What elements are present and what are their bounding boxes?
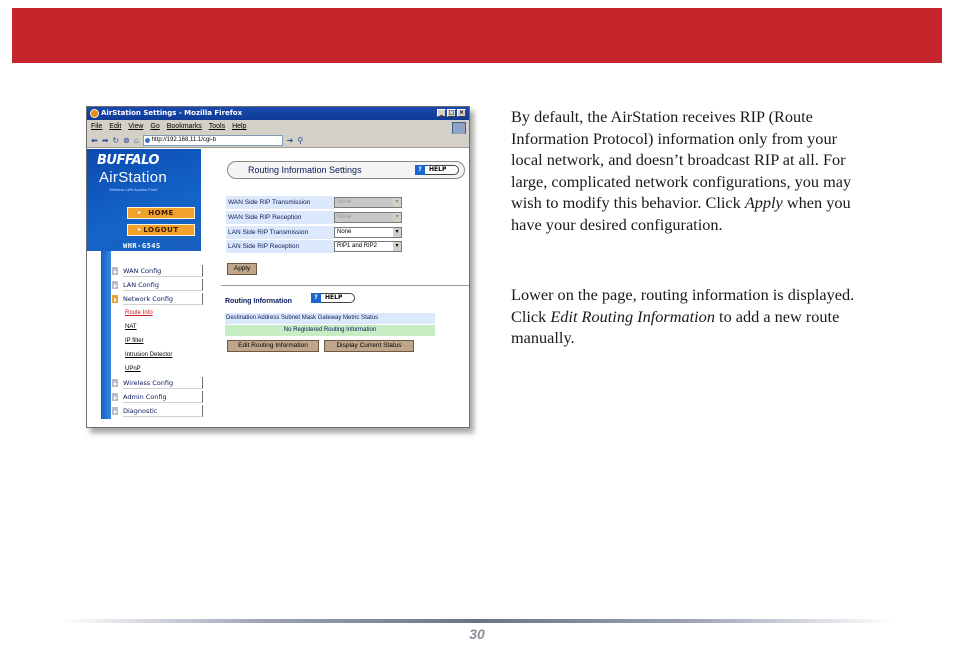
arrow-icon xyxy=(111,266,119,276)
search-icon[interactable]: ⚲ xyxy=(297,136,304,145)
field-label: WAN Side RIP Transmission xyxy=(226,196,334,209)
subnav-ip-filter[interactable]: IP filter xyxy=(125,338,144,344)
routing-info-title: Routing Information xyxy=(225,298,292,305)
help-icon: ? xyxy=(311,293,321,303)
firefox-icon xyxy=(90,109,99,118)
field-label: LAN Side RIP Reception xyxy=(226,240,334,253)
airstation-screenshot xyxy=(86,106,470,428)
arrow-icon xyxy=(111,280,119,290)
sidebar-item-label: Diagnostic xyxy=(123,405,203,417)
arrow-icon xyxy=(111,392,119,402)
paragraph-routing-info xyxy=(511,284,871,349)
field-label: WAN Side RIP Reception xyxy=(226,211,334,224)
menu-edit[interactable]: Edit xyxy=(109,123,122,130)
routing-table-empty: No Registered Routing Information xyxy=(225,325,435,336)
forward-icon[interactable]: ➡ xyxy=(101,136,109,145)
menu-help[interactable]: Help xyxy=(232,123,247,130)
close-icon[interactable]: × xyxy=(458,109,465,116)
paragraph-rip-defaults xyxy=(511,106,871,235)
sidebar-item-lan-config[interactable] xyxy=(111,279,203,291)
footer-divider xyxy=(60,619,894,623)
lan-rip-transmission-select[interactable]: None ▾ xyxy=(334,227,402,238)
help-button[interactable] xyxy=(415,165,459,175)
menu-file[interactable]: File xyxy=(91,123,103,130)
window-title: AirStation Settings - Mozilla Firefox xyxy=(101,109,243,117)
go-icon[interactable]: ➔ xyxy=(286,136,294,145)
lan-rip-reception-select[interactable]: RIP1 and RIP2 ▾ xyxy=(334,241,402,252)
menu-bookmarks[interactable]: Bookmarks xyxy=(166,123,202,130)
form-row-wan-rip-transmission xyxy=(226,196,404,209)
subnav-route-info[interactable]: Route Info xyxy=(125,310,153,316)
menu-tools[interactable]: Tools xyxy=(208,123,226,130)
display-status-button[interactable]: Display Current Status xyxy=(324,340,414,352)
sidebar-item-label: Network Config xyxy=(123,293,203,305)
para2-text-end: to add a new route manually. xyxy=(511,306,840,347)
airstation-logo: AirStation xyxy=(99,169,168,186)
apply-button[interactable]: Apply xyxy=(227,263,257,275)
subnav-upnp[interactable]: UPnP xyxy=(125,366,141,372)
subnav-nat[interactable]: NAT xyxy=(125,324,137,330)
sidebar-item-diagnostic[interactable] xyxy=(111,405,203,417)
apply-emphasis: Apply xyxy=(744,193,783,212)
browser-toolbar xyxy=(87,134,469,148)
brand-tagline: Wireless LAN Access Point xyxy=(109,187,158,192)
minimize-icon[interactable]: _ xyxy=(437,109,446,117)
arrow-icon xyxy=(111,406,119,416)
home-icon[interactable]: ⌂ xyxy=(133,136,139,145)
menu-view[interactable]: View xyxy=(128,123,144,130)
buffalo-logo: BUFFALO xyxy=(97,153,159,168)
arrow-icon xyxy=(111,378,119,388)
para1-text-end: when you have your desired configuration. xyxy=(511,193,851,234)
url-bar[interactable]: http://192.168.11.1/cgi-b xyxy=(143,135,283,146)
logout-button[interactable]: ▸ LOGOUT xyxy=(127,224,195,236)
routing-help-button[interactable] xyxy=(311,293,355,303)
sidebar-item-wan-config[interactable] xyxy=(111,265,203,277)
sidebar-item-admin-config[interactable] xyxy=(111,391,203,403)
router-page xyxy=(87,149,469,428)
sidebar-item-label: Admin Config xyxy=(123,391,203,403)
form-row-lan-rip-reception xyxy=(226,240,404,253)
sidebar-item-label: WAN Config xyxy=(123,265,203,277)
para1-text: By default, the AirStation receives RIP (Route Information Protocol) information only from your local network, and doesn’t broadcast RIP at all. For large, complicated network configurations, you may wish to modify this behavior. Click xyxy=(511,107,852,212)
divider xyxy=(221,285,470,286)
subnav-intrusion-detector[interactable]: Intrusion Detector xyxy=(125,352,173,358)
router-main xyxy=(209,149,470,428)
reload-icon[interactable]: ↻ xyxy=(112,136,120,145)
help-label: HELP xyxy=(425,165,459,175)
edit-routing-emphasis: Edit Routing Information xyxy=(550,306,715,326)
sidebar-item-label: Wireless Config xyxy=(123,377,203,389)
browser-menu-bar xyxy=(87,120,469,134)
field-label: LAN Side RIP Transmission xyxy=(226,226,334,239)
sidebar-item-network-config[interactable] xyxy=(111,293,203,305)
menu-go[interactable]: Go xyxy=(150,123,160,130)
help-icon: ? xyxy=(415,165,425,175)
header-bar xyxy=(12,8,942,63)
model-name: WHR-G54S xyxy=(123,242,161,250)
brand-panel xyxy=(87,149,201,251)
browser-title-bar xyxy=(87,107,469,120)
help-label: HELP xyxy=(321,293,355,303)
router-sidebar xyxy=(87,149,201,428)
stop-icon[interactable]: ⊗ xyxy=(123,136,130,145)
sidebar-item-label: LAN Config xyxy=(123,279,203,291)
form-row-wan-rip-reception xyxy=(226,211,404,224)
sidebar-item-wireless-config[interactable] xyxy=(111,377,203,389)
wan-rip-transmission-select: None ▾ xyxy=(334,197,402,208)
routing-table-header: Destination Address Subnet Mask Gateway Metric Status xyxy=(225,313,435,324)
wan-rip-reception-select: None ▾ xyxy=(334,212,402,223)
back-icon[interactable]: ⬅ xyxy=(91,136,98,145)
page-number: 30 xyxy=(469,626,485,642)
sidebar-strip xyxy=(101,251,111,419)
section-title-text: Routing Information Settings xyxy=(248,165,362,175)
para2-text: Lower on the page, routing information is displayed. Click xyxy=(511,285,855,326)
arrow-icon xyxy=(111,294,119,304)
form-row-lan-rip-transmission xyxy=(226,226,404,239)
maximize-icon[interactable]: □ xyxy=(448,109,455,116)
edit-routing-button[interactable]: Edit Routing Information xyxy=(227,340,319,352)
home-button[interactable]: ▸ HOME xyxy=(127,207,195,219)
